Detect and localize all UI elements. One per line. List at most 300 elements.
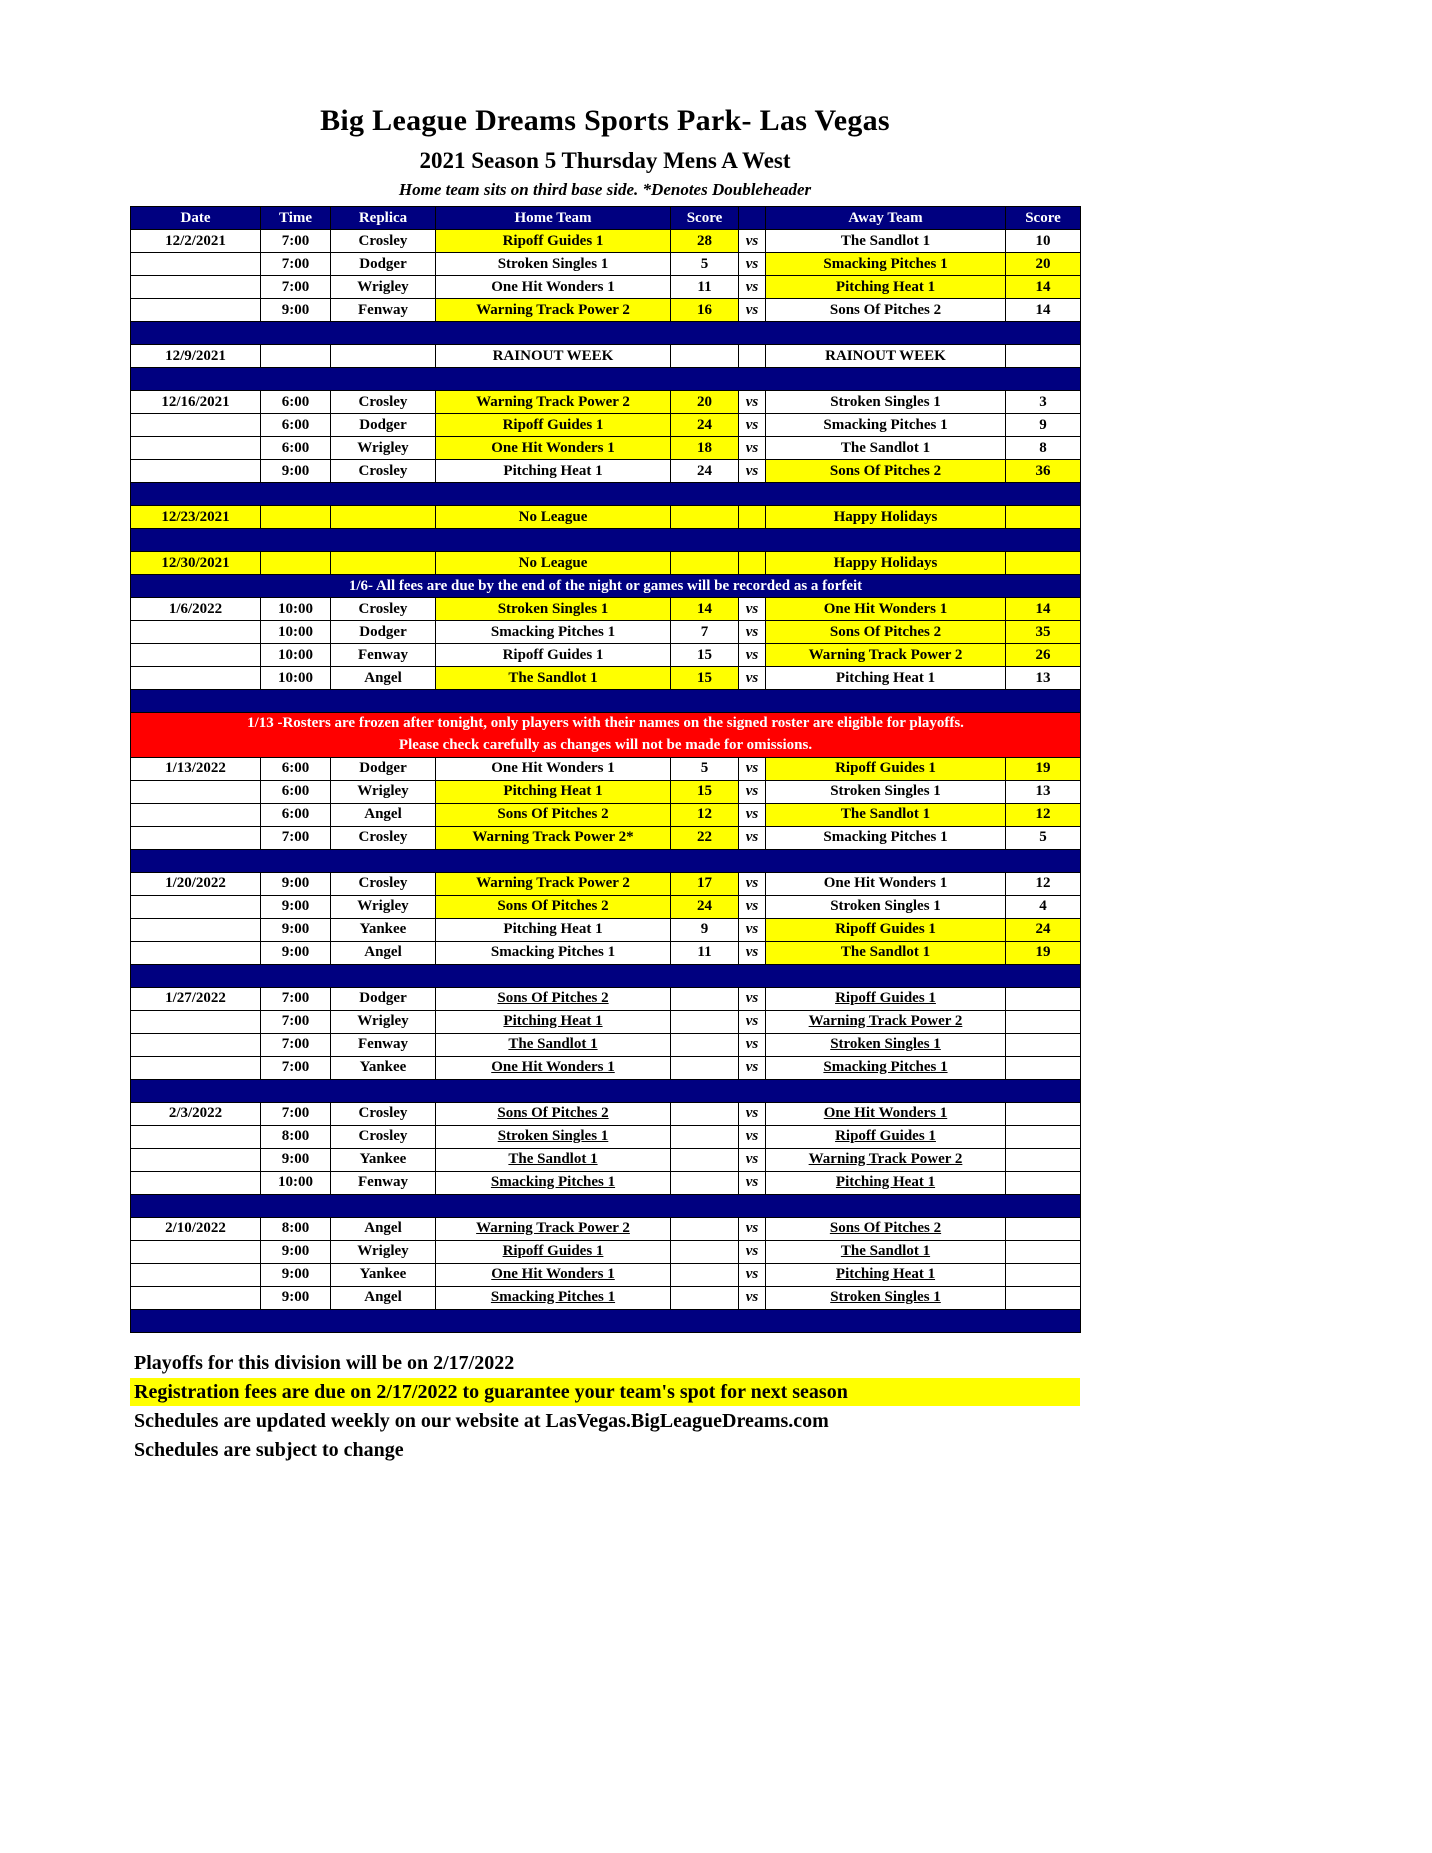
away-score-cell: 20: [1006, 253, 1081, 276]
home-team-cell: Sons Of Pitches 2: [436, 987, 671, 1010]
vs-cell: vs: [739, 253, 766, 276]
vs-cell: vs: [739, 1171, 766, 1194]
away-team-cell: Stroken Singles 1: [766, 1286, 1006, 1309]
replica-cell: Dodger: [331, 253, 436, 276]
vs-cell: vs: [739, 1010, 766, 1033]
vs-cell: vs: [739, 598, 766, 621]
separator-bar: [131, 368, 1081, 391]
away-score-cell: [1006, 345, 1081, 368]
away-team-cell: RAINOUT WEEK: [766, 345, 1006, 368]
replica-cell: Dodger: [331, 987, 436, 1010]
date-cell: 1/6/2022: [131, 598, 261, 621]
replica-cell: Crosley: [331, 460, 436, 483]
away-team-cell: Smacking Pitches 1: [766, 253, 1006, 276]
home-score-cell: 24: [671, 414, 739, 437]
away-score-cell: 5: [1006, 826, 1081, 849]
separator-bar: [131, 529, 1081, 552]
home-score-cell: 16: [671, 299, 739, 322]
time-cell: 9:00: [261, 918, 331, 941]
away-score-cell: [1006, 1125, 1081, 1148]
home-score-cell: 22: [671, 826, 739, 849]
navy-notice-row: [131, 575, 1081, 598]
away-team-cell: One Hit Wonders 1: [766, 1102, 1006, 1125]
home-score-cell: 15: [671, 780, 739, 803]
notice-line: 1/13 -Rosters are frozen after tonight, only players with their names on the signed roster are eligible for playoffs.: [247, 715, 964, 731]
away-team-cell: The Sandlot 1: [766, 437, 1006, 460]
away-team-cell: Stroken Singles 1: [766, 780, 1006, 803]
vs-cell: vs: [739, 460, 766, 483]
game-row: [131, 1033, 1081, 1056]
home-score-cell: [671, 1102, 739, 1125]
home-team-cell: Warning Track Power 2: [436, 391, 671, 414]
home-team-cell: Ripoff Guides 1: [436, 1240, 671, 1263]
separator-bar: [131, 1309, 1081, 1332]
game-row: [131, 667, 1081, 690]
fees-due-notice: 1/6- All fees are due by the end of the night or games will be recorded as a forfeit: [131, 575, 1081, 598]
home-team-cell: Pitching Heat 1: [436, 1010, 671, 1033]
time-cell: 7:00: [261, 253, 331, 276]
header-row: [131, 207, 1081, 230]
away-team-cell: Ripoff Guides 1: [766, 987, 1006, 1010]
away-score-cell: 13: [1006, 780, 1081, 803]
separator-row: [131, 529, 1081, 552]
away-score-cell: 14: [1006, 598, 1081, 621]
date-cell: [131, 1033, 261, 1056]
game-row: [131, 826, 1081, 849]
game-row: [131, 253, 1081, 276]
game-row: [131, 437, 1081, 460]
date-cell: 12/23/2021: [131, 506, 261, 529]
date-cell: [131, 780, 261, 803]
home-team-cell: Warning Track Power 2: [436, 299, 671, 322]
home-score-cell: 20: [671, 391, 739, 414]
vs-cell: vs: [739, 1033, 766, 1056]
home-score-cell: [671, 1240, 739, 1263]
time-cell: 10:00: [261, 1171, 331, 1194]
home-team-cell: Stroken Singles 1: [436, 1125, 671, 1148]
vs-cell: vs: [739, 644, 766, 667]
home-score-cell: [671, 1010, 739, 1033]
game-row: [131, 598, 1081, 621]
home-score-cell: 18: [671, 437, 739, 460]
replica-cell: Dodger: [331, 757, 436, 780]
away-team-cell: Happy Holidays: [766, 506, 1006, 529]
date-cell: [131, 941, 261, 964]
column-header-replica: Replica: [331, 207, 436, 230]
game-row: [131, 803, 1081, 826]
home-score-cell: 7: [671, 621, 739, 644]
vs-cell: vs: [739, 1263, 766, 1286]
away-score-cell: 9: [1006, 414, 1081, 437]
time-cell: 7:00: [261, 1056, 331, 1079]
home-team-cell: Smacking Pitches 1: [436, 1286, 671, 1309]
time-cell: 9:00: [261, 1148, 331, 1171]
date-cell: [131, 1171, 261, 1194]
replica-cell: Fenway: [331, 1033, 436, 1056]
game-row: [131, 1263, 1081, 1286]
home-score-cell: 17: [671, 872, 739, 895]
game-row: [131, 757, 1081, 780]
date-cell: [131, 803, 261, 826]
date-cell: 1/13/2022: [131, 757, 261, 780]
away-team-cell: Smacking Pitches 1: [766, 414, 1006, 437]
separator-row: [131, 1079, 1081, 1102]
game-row: [131, 1125, 1081, 1148]
vs-cell: vs: [739, 276, 766, 299]
roster-freeze-notice: [131, 713, 1081, 758]
away-team-cell: Ripoff Guides 1: [766, 757, 1006, 780]
separator-bar: [131, 483, 1081, 506]
date-cell: 12/2/2021: [131, 230, 261, 253]
vs-cell: vs: [739, 1286, 766, 1309]
home-score-cell: 11: [671, 276, 739, 299]
vs-cell: vs: [739, 987, 766, 1010]
game-row: [131, 1240, 1081, 1263]
away-score-cell: 4: [1006, 895, 1081, 918]
away-team-cell: Sons Of Pitches 2: [766, 621, 1006, 644]
home-score-cell: 11: [671, 941, 739, 964]
away-score-cell: [1006, 506, 1081, 529]
vs-cell: vs: [739, 1102, 766, 1125]
game-row: [131, 918, 1081, 941]
home-score-cell: [671, 1171, 739, 1194]
game-row: [131, 391, 1081, 414]
separator-row: [131, 964, 1081, 987]
page-subtitle: 2021 Season 5 Thursday Mens A West: [419, 148, 791, 173]
replica-cell: Fenway: [331, 299, 436, 322]
replica-cell: Crosley: [331, 1102, 436, 1125]
footer-line: Playoffs for this division will be on 2/17/2022: [134, 1351, 515, 1374]
game-row: [131, 230, 1081, 253]
date-cell: [131, 276, 261, 299]
away-team-cell: Warning Track Power 2: [766, 1010, 1006, 1033]
vs-cell: vs: [739, 1240, 766, 1263]
away-team-cell: The Sandlot 1: [766, 803, 1006, 826]
away-score-cell: [1006, 1286, 1081, 1309]
home-score-cell: 24: [671, 895, 739, 918]
away-score-cell: 13: [1006, 667, 1081, 690]
home-score-cell: 14: [671, 598, 739, 621]
home-team-cell: One Hit Wonders 1: [436, 276, 671, 299]
no-league-row: [131, 506, 1081, 529]
vs-cell: vs: [739, 780, 766, 803]
time-cell: 9:00: [261, 941, 331, 964]
game-row: [131, 1148, 1081, 1171]
separator-row: [131, 1309, 1081, 1332]
game-row: [131, 780, 1081, 803]
away-team-cell: Smacking Pitches 1: [766, 1056, 1006, 1079]
replica-cell: [331, 506, 436, 529]
home-team-cell: Stroken Singles 1: [436, 253, 671, 276]
vs-cell: [739, 345, 766, 368]
away-team-cell: One Hit Wonders 1: [766, 872, 1006, 895]
away-team-cell: One Hit Wonders 1: [766, 598, 1006, 621]
no-league-row: [131, 552, 1081, 575]
time-cell: 10:00: [261, 598, 331, 621]
replica-cell: Crosley: [331, 598, 436, 621]
vs-cell: vs: [739, 803, 766, 826]
time-cell: 7:00: [261, 826, 331, 849]
time-cell: 6:00: [261, 391, 331, 414]
away-team-cell: Happy Holidays: [766, 552, 1006, 575]
away-score-cell: 35: [1006, 621, 1081, 644]
away-score-cell: [1006, 1240, 1081, 1263]
page-note: Home team sits on third base side. *Denotes Doubleheader: [398, 180, 812, 199]
replica-cell: Yankee: [331, 1056, 436, 1079]
vs-cell: vs: [739, 1217, 766, 1240]
page-title: Big League Dreams Sports Park- Las Vegas: [320, 104, 890, 137]
home-team-cell: Warning Track Power 2: [436, 872, 671, 895]
date-cell: [131, 1125, 261, 1148]
game-row: [131, 987, 1081, 1010]
time-cell: 9:00: [261, 1286, 331, 1309]
away-score-cell: [1006, 1171, 1081, 1194]
vs-cell: [739, 552, 766, 575]
time-cell: [261, 506, 331, 529]
vs-cell: vs: [739, 757, 766, 780]
away-team-cell: Stroken Singles 1: [766, 391, 1006, 414]
home-team-cell: One Hit Wonders 1: [436, 1263, 671, 1286]
home-score-cell: 9: [671, 918, 739, 941]
home-team-cell: Ripoff Guides 1: [436, 414, 671, 437]
away-score-cell: [1006, 1217, 1081, 1240]
home-score-cell: 5: [671, 757, 739, 780]
vs-cell: vs: [739, 895, 766, 918]
replica-cell: Angel: [331, 941, 436, 964]
date-cell: [131, 644, 261, 667]
time-cell: 7:00: [261, 1033, 331, 1056]
replica-cell: Wrigley: [331, 1240, 436, 1263]
home-score-cell: 15: [671, 644, 739, 667]
home-team-cell: The Sandlot 1: [436, 667, 671, 690]
time-cell: 6:00: [261, 757, 331, 780]
date-cell: 12/16/2021: [131, 391, 261, 414]
home-score-cell: [671, 1263, 739, 1286]
vs-cell: vs: [739, 621, 766, 644]
home-team-cell: No League: [436, 506, 671, 529]
game-row: [131, 460, 1081, 483]
game-row: [131, 1056, 1081, 1079]
replica-cell: Yankee: [331, 1148, 436, 1171]
date-cell: 2/10/2022: [131, 1217, 261, 1240]
vs-cell: vs: [739, 391, 766, 414]
away-score-cell: 19: [1006, 941, 1081, 964]
away-team-cell: Sons Of Pitches 2: [766, 299, 1006, 322]
date-cell: [131, 826, 261, 849]
separator-row: [131, 322, 1081, 345]
time-cell: 7:00: [261, 1102, 331, 1125]
away-score-cell: 12: [1006, 803, 1081, 826]
away-team-cell: The Sandlot 1: [766, 941, 1006, 964]
replica-cell: Yankee: [331, 918, 436, 941]
home-score-cell: [671, 552, 739, 575]
vs-cell: vs: [739, 437, 766, 460]
away-team-cell: Pitching Heat 1: [766, 276, 1006, 299]
away-score-cell: 14: [1006, 276, 1081, 299]
home-team-cell: The Sandlot 1: [436, 1033, 671, 1056]
vs-cell: [739, 506, 766, 529]
home-score-cell: [671, 987, 739, 1010]
vs-cell: vs: [739, 667, 766, 690]
replica-cell: Crosley: [331, 826, 436, 849]
separator-bar: [131, 849, 1081, 872]
date-cell: [131, 667, 261, 690]
rainout-row: [131, 345, 1081, 368]
home-team-cell: No League: [436, 552, 671, 575]
date-cell: [131, 895, 261, 918]
separator-row: [131, 1194, 1081, 1217]
home-team-cell: Sons Of Pitches 2: [436, 1102, 671, 1125]
time-cell: [261, 345, 331, 368]
replica-cell: Wrigley: [331, 895, 436, 918]
separator-bar: [131, 690, 1081, 713]
vs-cell: vs: [739, 299, 766, 322]
home-team-cell: Warning Track Power 2: [436, 1217, 671, 1240]
replica-cell: Angel: [331, 803, 436, 826]
game-row: [131, 1102, 1081, 1125]
home-team-cell: Sons Of Pitches 2: [436, 803, 671, 826]
date-cell: 2/3/2022: [131, 1102, 261, 1125]
separator-row: [131, 849, 1081, 872]
date-cell: [131, 299, 261, 322]
home-score-cell: 12: [671, 803, 739, 826]
away-score-cell: 36: [1006, 460, 1081, 483]
game-row: [131, 895, 1081, 918]
vs-cell: vs: [739, 1148, 766, 1171]
vs-cell: vs: [739, 918, 766, 941]
separator-row: [131, 690, 1081, 713]
time-cell: 9:00: [261, 299, 331, 322]
column-header-time: Time: [261, 207, 331, 230]
home-team-cell: Pitching Heat 1: [436, 780, 671, 803]
away-score-cell: [1006, 1056, 1081, 1079]
away-score-cell: 10: [1006, 230, 1081, 253]
replica-cell: Dodger: [331, 414, 436, 437]
registration-fees-notice: Registration fees are due on 2/17/2022 to guarantee your team's spot for next season: [130, 1378, 1080, 1406]
away-score-cell: [1006, 1033, 1081, 1056]
time-cell: 9:00: [261, 872, 331, 895]
column-header-vs: [739, 207, 766, 230]
replica-cell: Wrigley: [331, 437, 436, 460]
game-row: [131, 941, 1081, 964]
away-score-cell: 8: [1006, 437, 1081, 460]
away-score-cell: 26: [1006, 644, 1081, 667]
time-cell: 8:00: [261, 1125, 331, 1148]
replica-cell: Wrigley: [331, 1010, 436, 1033]
time-cell: 8:00: [261, 1217, 331, 1240]
game-row: [131, 644, 1081, 667]
vs-cell: vs: [739, 941, 766, 964]
time-cell: 9:00: [261, 1263, 331, 1286]
away-score-cell: 19: [1006, 757, 1081, 780]
home-team-cell: One Hit Wonders 1: [436, 437, 671, 460]
away-team-cell: Ripoff Guides 1: [766, 918, 1006, 941]
home-score-cell: [671, 506, 739, 529]
vs-cell: vs: [739, 414, 766, 437]
vs-cell: vs: [739, 1125, 766, 1148]
home-team-cell: Smacking Pitches 1: [436, 1171, 671, 1194]
home-score-cell: 24: [671, 460, 739, 483]
replica-cell: Angel: [331, 667, 436, 690]
away-team-cell: Warning Track Power 2: [766, 1148, 1006, 1171]
time-cell: [261, 552, 331, 575]
away-score-cell: [1006, 1102, 1081, 1125]
away-team-cell: Sons Of Pitches 2: [766, 1217, 1006, 1240]
date-cell: 1/20/2022: [131, 872, 261, 895]
away-team-cell: Sons Of Pitches 2: [766, 460, 1006, 483]
home-team-cell: RAINOUT WEEK: [436, 345, 671, 368]
home-score-cell: 5: [671, 253, 739, 276]
separator-row: [131, 483, 1081, 506]
schedule-document: [130, 0, 1080, 1464]
date-cell: [131, 460, 261, 483]
game-row: [131, 1286, 1081, 1309]
time-cell: 6:00: [261, 780, 331, 803]
away-team-cell: Pitching Heat 1: [766, 1263, 1006, 1286]
replica-cell: Angel: [331, 1217, 436, 1240]
game-row: [131, 414, 1081, 437]
replica-cell: Fenway: [331, 644, 436, 667]
replica-cell: Crosley: [331, 1125, 436, 1148]
home-team-cell: One Hit Wonders 1: [436, 757, 671, 780]
away-team-cell: Warning Track Power 2: [766, 644, 1006, 667]
replica-cell: Angel: [331, 1286, 436, 1309]
home-score-cell: [671, 1286, 739, 1309]
game-row: [131, 1217, 1081, 1240]
date-cell: [131, 437, 261, 460]
home-team-cell: Stroken Singles 1: [436, 598, 671, 621]
time-cell: 6:00: [261, 437, 331, 460]
notice-line: Please check carefully as changes will not be made for omissions.: [398, 736, 813, 753]
date-cell: 12/9/2021: [131, 345, 261, 368]
separator-bar: [131, 964, 1081, 987]
away-score-cell: [1006, 1148, 1081, 1171]
time-cell: 7:00: [261, 230, 331, 253]
vs-cell: vs: [739, 1056, 766, 1079]
game-row: [131, 276, 1081, 299]
time-cell: 6:00: [261, 414, 331, 437]
time-cell: 10:00: [261, 644, 331, 667]
home-score-cell: 15: [671, 667, 739, 690]
date-cell: [131, 621, 261, 644]
game-row: [131, 1171, 1081, 1194]
separator-bar: [131, 1079, 1081, 1102]
time-cell: 9:00: [261, 460, 331, 483]
vs-cell: vs: [739, 230, 766, 253]
replica-cell: Wrigley: [331, 276, 436, 299]
vs-cell: vs: [739, 872, 766, 895]
column-header-away-team: Away Team: [766, 207, 1006, 230]
date-cell: [131, 414, 261, 437]
home-team-cell: Ripoff Guides 1: [436, 230, 671, 253]
away-team-cell: Pitching Heat 1: [766, 667, 1006, 690]
home-score-cell: [671, 1056, 739, 1079]
replica-cell: Crosley: [331, 391, 436, 414]
time-cell: 7:00: [261, 1010, 331, 1033]
column-header-away-score: Score: [1006, 207, 1081, 230]
home-score-cell: [671, 1033, 739, 1056]
away-score-cell: 12: [1006, 872, 1081, 895]
home-team-cell: Pitching Heat 1: [436, 460, 671, 483]
home-team-cell: The Sandlot 1: [436, 1148, 671, 1171]
game-row: [131, 299, 1081, 322]
schedule-table: [130, 206, 1081, 1333]
home-team-cell: Smacking Pitches 1: [436, 621, 671, 644]
away-score-cell: [1006, 1010, 1081, 1033]
game-row: [131, 621, 1081, 644]
away-score-cell: [1006, 987, 1081, 1010]
away-team-cell: Smacking Pitches 1: [766, 826, 1006, 849]
